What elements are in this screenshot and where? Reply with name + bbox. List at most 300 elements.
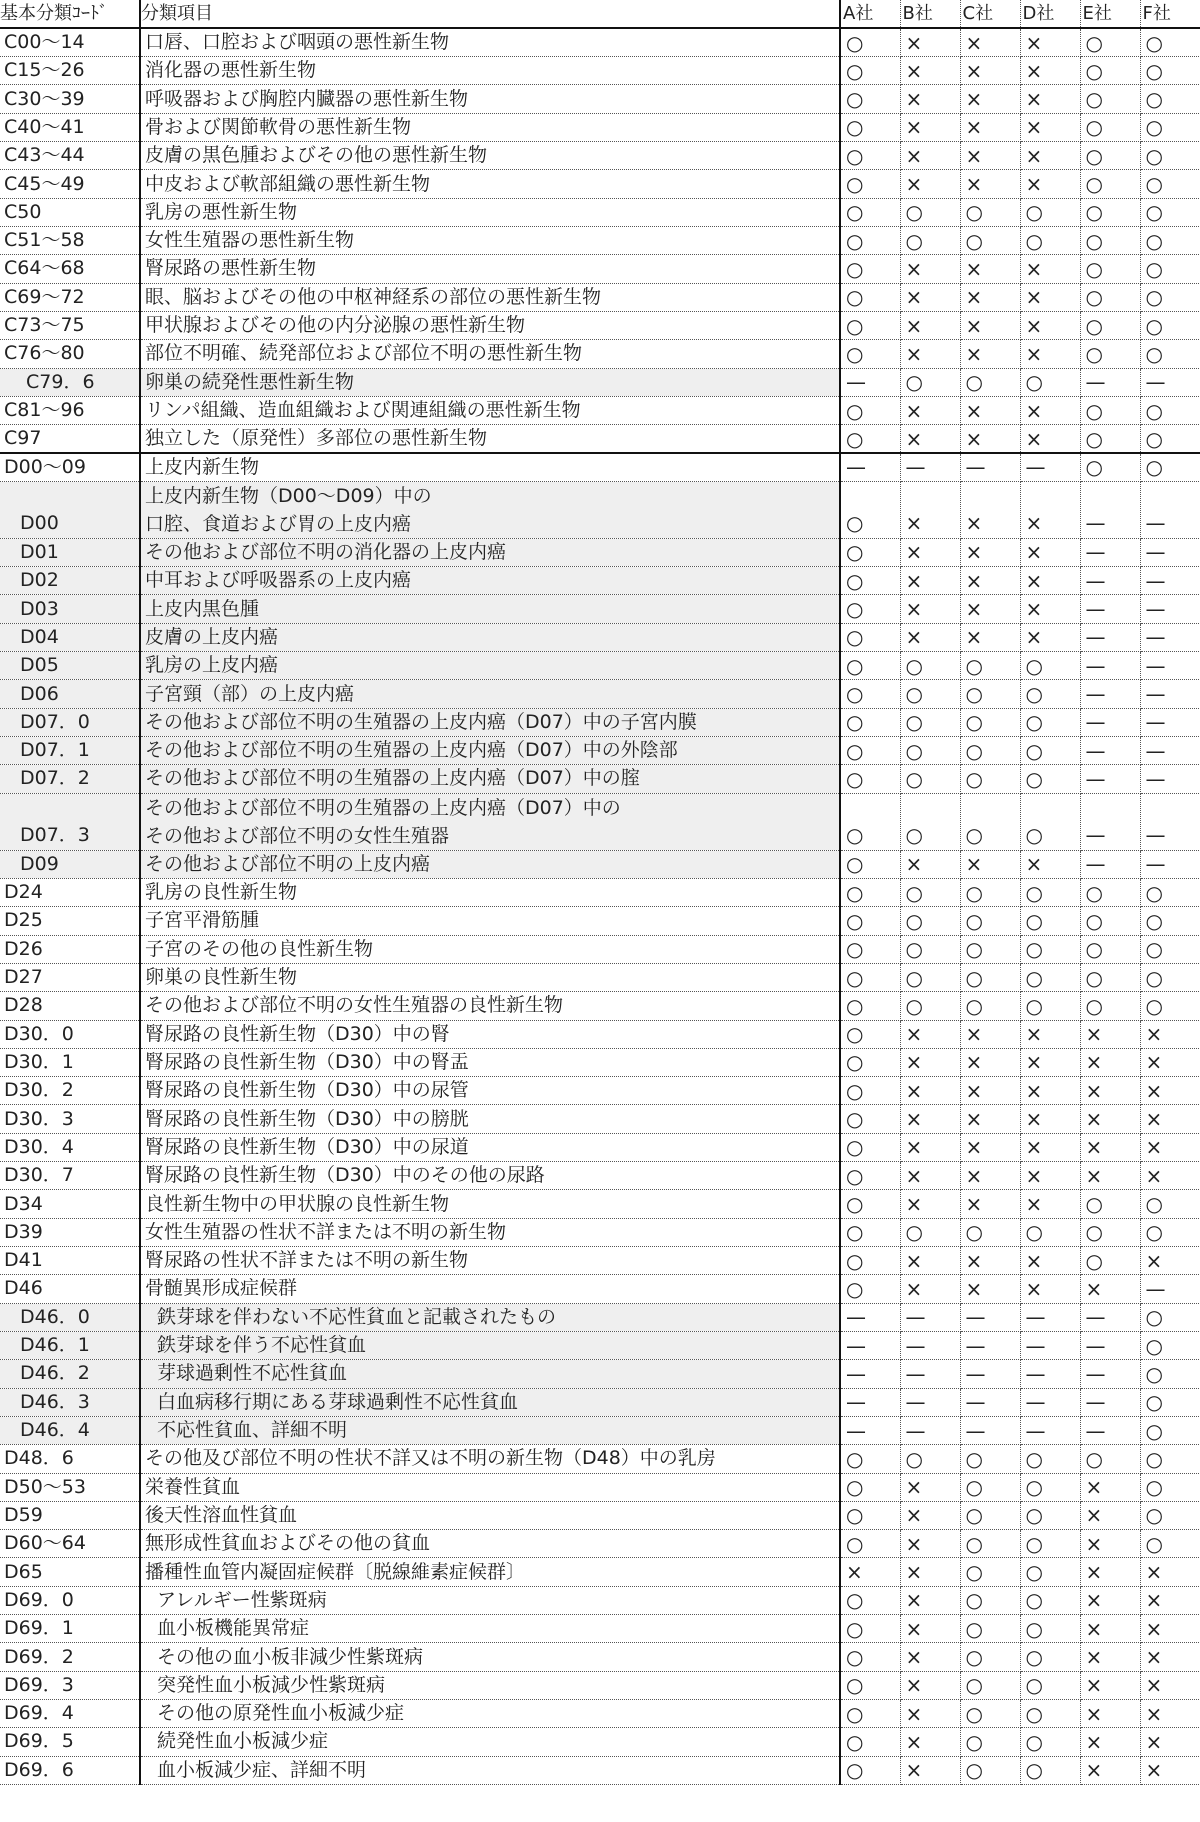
row-item: 播種性血管内凝固症候群〔脱線維素症候群〕 <box>140 1558 840 1586</box>
row-item: 女性生殖器の性状不詳または不明の新生物 <box>140 1218 840 1246</box>
row-item <box>140 793 840 850</box>
row-code: D59 <box>0 1501 140 1529</box>
mark-company-f: ○ <box>1140 198 1200 226</box>
table-row <box>0 963 1200 991</box>
table-row <box>0 57 1200 85</box>
header-company-f: F社 <box>1140 0 1200 28</box>
mark-company-b: ○ <box>900 765 960 793</box>
mark-company-f: ○ <box>1140 1218 1200 1246</box>
mark-company-b: — <box>900 1303 960 1331</box>
row-item: その他および部位不明の生殖器の上皮内癌（D07）中の子宮内膜 <box>140 708 840 736</box>
row-code: C64〜68 <box>0 255 140 283</box>
mark-company-b: × <box>900 1671 960 1699</box>
row-item: 不応性貧血、詳細不明 <box>140 1416 840 1444</box>
mark-company-d: ○ <box>1020 935 1080 963</box>
mark-company-e: × <box>1080 1558 1140 1586</box>
table-row <box>0 1671 1200 1699</box>
mark-company-a: — <box>840 1331 900 1359</box>
mark-company-a: ○ <box>840 1190 900 1218</box>
mark-company-e: × <box>1080 1162 1140 1190</box>
mark-company-e: ○ <box>1080 113 1140 141</box>
table-row <box>0 255 1200 283</box>
mark-company-c: ○ <box>960 652 1020 680</box>
mark-company-d: × <box>1020 1105 1080 1133</box>
table-row <box>0 85 1200 113</box>
mark-company-e: × <box>1080 1133 1140 1161</box>
mark-company-a: ○ <box>840 1048 900 1076</box>
mark-company-a: ○ <box>840 1162 900 1190</box>
mark-company-c: ○ <box>960 368 1020 396</box>
table-row <box>0 1643 1200 1671</box>
row-code: D05 <box>0 652 140 680</box>
mark-company-d: ○ <box>1020 737 1080 765</box>
mark-company-a: ○ <box>840 850 900 878</box>
mark-company-d: ○ <box>1020 907 1080 935</box>
mark-company-a: ○ <box>840 1445 900 1473</box>
mark-company-e: — <box>1080 538 1140 566</box>
table-row <box>0 1105 1200 1133</box>
table-row <box>0 1416 1200 1444</box>
row-item: 無形成性貧血およびその他の貧血 <box>140 1530 840 1558</box>
mark-company-f: ○ <box>1140 28 1200 56</box>
row-item: 子宮頸（部）の上皮内癌 <box>140 680 840 708</box>
table-body <box>0 28 1200 1784</box>
mark-company-d: × <box>1020 113 1080 141</box>
table-row <box>0 907 1200 935</box>
mark-company-a: ○ <box>840 142 900 170</box>
mark-company-b: ○ <box>900 652 960 680</box>
mark-company-e: ○ <box>1080 57 1140 85</box>
mark-company-e: — <box>1080 1360 1140 1388</box>
row-code: D46．1 <box>0 1331 140 1359</box>
mark-company-a: ○ <box>840 1473 900 1501</box>
mark-company-c: × <box>960 1105 1020 1133</box>
mark-company-a: ○ <box>840 1586 900 1614</box>
row-code: D60〜64 <box>0 1530 140 1558</box>
row-code: C40〜41 <box>0 113 140 141</box>
row-code: D06 <box>0 680 140 708</box>
mark-company-b: × <box>900 1020 960 1048</box>
mark-company-f: × <box>1140 1728 1200 1756</box>
row-code: D65 <box>0 1558 140 1586</box>
mark-company-f: ○ <box>1140 907 1200 935</box>
mark-company-b: × <box>900 595 960 623</box>
mark-company-d: ○ <box>1020 198 1080 226</box>
mark-company-f: × <box>1140 1133 1200 1161</box>
mark-company-b: ○ <box>900 992 960 1020</box>
mark-company-d: × <box>1020 1133 1080 1161</box>
mark-company-b: × <box>900 1643 960 1671</box>
mark-company-a: × <box>840 1558 900 1586</box>
mark-company-b: × <box>900 1501 960 1529</box>
mark-company-d: × <box>1020 1162 1080 1190</box>
row-code: C97 <box>0 425 140 453</box>
mark-company-c: ○ <box>960 1700 1020 1728</box>
mark-company-a: ○ <box>840 481 900 538</box>
mark-company-a: ○ <box>840 907 900 935</box>
mark-company-a: ○ <box>840 1020 900 1048</box>
mark-company-f: ○ <box>1140 1303 1200 1331</box>
mark-company-c: × <box>960 1020 1020 1048</box>
row-item: 血小板機能異常症 <box>140 1615 840 1643</box>
mark-company-f: — <box>1140 567 1200 595</box>
mark-company-c: ○ <box>960 708 1020 736</box>
row-item: 中皮および軟部組織の悪性新生物 <box>140 170 840 198</box>
table-row <box>0 368 1200 396</box>
table-row <box>0 1728 1200 1756</box>
mark-company-a: ○ <box>840 170 900 198</box>
mark-company-e: ○ <box>1080 283 1140 311</box>
mark-company-d: ○ <box>1020 878 1080 906</box>
header-code: 基本分類ｺｰﾄﾞ <box>0 0 140 28</box>
row-code: C51〜58 <box>0 227 140 255</box>
mark-company-b: × <box>900 1473 960 1501</box>
mark-company-f: ○ <box>1140 57 1200 85</box>
mark-company-e: ○ <box>1080 340 1140 368</box>
mark-company-d: ○ <box>1020 1530 1080 1558</box>
row-item: 腎尿路の性状不詳または不明の新生物 <box>140 1247 840 1275</box>
row-code: C79．6 <box>0 368 140 396</box>
mark-company-b: — <box>900 453 960 481</box>
mark-company-d: × <box>1020 396 1080 424</box>
mark-company-a: ○ <box>840 425 900 453</box>
mark-company-b: — <box>900 1331 960 1359</box>
mark-company-e: × <box>1080 1643 1140 1671</box>
row-code: D69．3 <box>0 1671 140 1699</box>
mark-company-d: ○ <box>1020 1558 1080 1586</box>
mark-company-d: × <box>1020 57 1080 85</box>
mark-company-b: × <box>900 283 960 311</box>
mark-company-d: — <box>1020 1303 1080 1331</box>
row-code: D27 <box>0 963 140 991</box>
row-item: 鉄芽球を伴う不応性貧血 <box>140 1331 840 1359</box>
table-row <box>0 567 1200 595</box>
mark-company-c: ○ <box>960 963 1020 991</box>
mark-company-c: × <box>960 340 1020 368</box>
mark-company-e: ○ <box>1080 935 1140 963</box>
row-code: D69．6 <box>0 1756 140 1784</box>
row-code: D00 <box>0 481 140 538</box>
mark-company-b: × <box>900 1275 960 1303</box>
mark-company-a: ○ <box>840 1700 900 1728</box>
mark-company-e: — <box>1080 1416 1140 1444</box>
mark-company-b: ○ <box>900 878 960 906</box>
mark-company-c: ○ <box>960 1558 1020 1586</box>
table-row <box>0 1756 1200 1784</box>
row-item: 皮膚の上皮内癌 <box>140 623 840 651</box>
table-row <box>0 1586 1200 1614</box>
mark-company-f: × <box>1140 1558 1200 1586</box>
mark-company-e: ○ <box>1080 227 1140 255</box>
table-row <box>0 28 1200 56</box>
mark-company-d: ○ <box>1020 1586 1080 1614</box>
mark-company-d: — <box>1020 1416 1080 1444</box>
mark-company-d: — <box>1020 1388 1080 1416</box>
mark-company-e: ○ <box>1080 396 1140 424</box>
table-row <box>0 652 1200 680</box>
mark-company-b: × <box>900 255 960 283</box>
row-item: 乳房の良性新生物 <box>140 878 840 906</box>
row-code: C45〜49 <box>0 170 140 198</box>
mark-company-d: × <box>1020 567 1080 595</box>
row-code: D07．3 <box>0 793 140 850</box>
mark-company-d: × <box>1020 255 1080 283</box>
mark-company-a: ○ <box>840 1643 900 1671</box>
mark-company-c: ○ <box>960 227 1020 255</box>
table-row <box>0 283 1200 311</box>
mark-company-f: ○ <box>1140 992 1200 1020</box>
row-code: C69〜72 <box>0 283 140 311</box>
mark-company-a: ○ <box>840 1247 900 1275</box>
row-item: 腎尿路の良性新生物（D30）中の尿道 <box>140 1133 840 1161</box>
mark-company-f: — <box>1140 737 1200 765</box>
row-item: 卵巣の続発性悪性新生物 <box>140 368 840 396</box>
row-item: 中耳および呼吸器系の上皮内癌 <box>140 567 840 595</box>
mark-company-e: × <box>1080 1048 1140 1076</box>
table-row <box>0 425 1200 453</box>
table-row <box>0 1190 1200 1218</box>
table-row <box>0 935 1200 963</box>
row-code: C81〜96 <box>0 396 140 424</box>
mark-company-f: — <box>1140 368 1200 396</box>
row-item: 独立した（原発性）多部位の悪性新生物 <box>140 425 840 453</box>
row-code: D04 <box>0 623 140 651</box>
mark-company-f: ○ <box>1140 113 1200 141</box>
mark-company-c: × <box>960 850 1020 878</box>
row-item-line1: その他および部位不明の生殖器の上皮内癌（D07）中の <box>145 796 621 819</box>
mark-company-c: × <box>960 1190 1020 1218</box>
mark-company-f: × <box>1140 1105 1200 1133</box>
mark-company-d: × <box>1020 538 1080 566</box>
mark-company-d: ○ <box>1020 227 1080 255</box>
mark-company-f: — <box>1140 1275 1200 1303</box>
mark-company-f: ○ <box>1140 1388 1200 1416</box>
mark-company-a: — <box>840 1303 900 1331</box>
mark-company-d: ○ <box>1020 1643 1080 1671</box>
mark-company-d: × <box>1020 311 1080 339</box>
mark-company-a: ○ <box>840 113 900 141</box>
mark-company-b: × <box>900 85 960 113</box>
mark-company-a: ○ <box>840 85 900 113</box>
mark-company-a: ○ <box>840 680 900 708</box>
table-row <box>0 1275 1200 1303</box>
row-item: その他の原発性血小板減少症 <box>140 1700 840 1728</box>
mark-company-b: × <box>900 170 960 198</box>
row-item: 血小板減少症、詳細不明 <box>140 1756 840 1784</box>
mark-company-c: — <box>960 453 1020 481</box>
mark-company-d: × <box>1020 1247 1080 1275</box>
mark-company-e: × <box>1080 1756 1140 1784</box>
mark-company-a: ○ <box>840 992 900 1020</box>
mark-company-e: ○ <box>1080 992 1140 1020</box>
mark-company-f: ○ <box>1140 311 1200 339</box>
mark-company-a: ○ <box>840 227 900 255</box>
mark-company-f: — <box>1140 481 1200 538</box>
mark-company-c: — <box>960 1331 1020 1359</box>
mark-company-b: × <box>900 1105 960 1133</box>
mark-company-b: × <box>900 1190 960 1218</box>
mark-company-f: ○ <box>1140 453 1200 481</box>
mark-company-b: — <box>900 1416 960 1444</box>
row-item: 続発性血小板減少症 <box>140 1728 840 1756</box>
table-row <box>0 481 1200 538</box>
mark-company-b: × <box>900 1586 960 1614</box>
header-company-b: B社 <box>900 0 960 28</box>
table-row <box>0 1388 1200 1416</box>
mark-company-c: × <box>960 57 1020 85</box>
mark-company-c: — <box>960 1416 1020 1444</box>
row-item: 鉄芽球を伴わない不応性貧血と記載されたもの <box>140 1303 840 1331</box>
row-code: D46．4 <box>0 1416 140 1444</box>
mark-company-f: ○ <box>1140 963 1200 991</box>
table-row <box>0 170 1200 198</box>
mark-company-d: × <box>1020 170 1080 198</box>
mark-company-c: ○ <box>960 1671 1020 1699</box>
row-item: その他および部位不明の上皮内癌 <box>140 850 840 878</box>
row-item: 腎尿路の良性新生物（D30）中の膀胱 <box>140 1105 840 1133</box>
mark-company-b: × <box>900 1048 960 1076</box>
mark-company-f: × <box>1140 1756 1200 1784</box>
mark-company-d: × <box>1020 1048 1080 1076</box>
mark-company-b: × <box>900 567 960 595</box>
mark-company-e: × <box>1080 1077 1140 1105</box>
mark-company-c: ○ <box>960 907 1020 935</box>
mark-company-f: — <box>1140 850 1200 878</box>
mark-company-d: ○ <box>1020 1756 1080 1784</box>
row-code: D30．2 <box>0 1077 140 1105</box>
row-code: D07．2 <box>0 765 140 793</box>
mark-company-c: × <box>960 567 1020 595</box>
row-code: D07．0 <box>0 708 140 736</box>
mark-company-f: — <box>1140 623 1200 651</box>
mark-company-b: × <box>900 142 960 170</box>
row-item: その他および部位不明の生殖器の上皮内癌（D07）中の腟 <box>140 765 840 793</box>
row-code: C73〜75 <box>0 311 140 339</box>
mark-company-a: ○ <box>840 1218 900 1246</box>
row-item: 上皮内黒色腫 <box>140 595 840 623</box>
mark-company-c: ○ <box>960 1586 1020 1614</box>
table-row <box>0 142 1200 170</box>
mark-company-c: × <box>960 142 1020 170</box>
mark-company-a: ○ <box>840 652 900 680</box>
mark-company-c: ○ <box>960 765 1020 793</box>
row-code: D46．3 <box>0 1388 140 1416</box>
mark-company-e: — <box>1080 708 1140 736</box>
mark-company-d: × <box>1020 340 1080 368</box>
mark-company-a: ○ <box>840 765 900 793</box>
mark-company-a: — <box>840 1416 900 1444</box>
mark-company-c: ○ <box>960 1501 1020 1529</box>
mark-company-e: — <box>1080 481 1140 538</box>
mark-company-e: — <box>1080 1388 1140 1416</box>
mark-company-b: × <box>900 57 960 85</box>
mark-company-c: ○ <box>960 1615 1020 1643</box>
mark-company-e: ○ <box>1080 1218 1140 1246</box>
mark-company-e: ○ <box>1080 28 1140 56</box>
mark-company-a: ○ <box>840 396 900 424</box>
mark-company-c: × <box>960 538 1020 566</box>
mark-company-b: × <box>900 1530 960 1558</box>
row-item: 白血病移行期にある芽球過剰性不応性貧血 <box>140 1388 840 1416</box>
mark-company-f: × <box>1140 1671 1200 1699</box>
header-company-c: C社 <box>960 0 1020 28</box>
mark-company-f: ○ <box>1140 1501 1200 1529</box>
table-row <box>0 623 1200 651</box>
mark-company-a: ○ <box>840 595 900 623</box>
mark-company-c: × <box>960 170 1020 198</box>
mark-company-d: ○ <box>1020 652 1080 680</box>
mark-company-d: ○ <box>1020 1445 1080 1473</box>
mark-company-d: × <box>1020 142 1080 170</box>
mark-company-c: — <box>960 1388 1020 1416</box>
row-item: 部位不明確、続発部位および部位不明の悪性新生物 <box>140 340 840 368</box>
mark-company-e: — <box>1080 567 1140 595</box>
mark-company-a: ○ <box>840 1671 900 1699</box>
row-code: D69．4 <box>0 1700 140 1728</box>
mark-company-f: ○ <box>1140 1360 1200 1388</box>
mark-company-f: × <box>1140 1700 1200 1728</box>
mark-company-d: ○ <box>1020 708 1080 736</box>
row-item: 腎尿路の良性新生物（D30）中の腎 <box>140 1020 840 1048</box>
mark-company-d: × <box>1020 1020 1080 1048</box>
row-code: D69．1 <box>0 1615 140 1643</box>
row-item: 皮膚の黒色腫およびその他の悪性新生物 <box>140 142 840 170</box>
row-item: 骨および関節軟骨の悪性新生物 <box>140 113 840 141</box>
row-item: 子宮のその他の良性新生物 <box>140 935 840 963</box>
mark-company-f: ○ <box>1140 935 1200 963</box>
mark-company-c: × <box>960 255 1020 283</box>
row-code: D07．1 <box>0 737 140 765</box>
mark-company-c: × <box>960 1247 1020 1275</box>
mark-company-c: ○ <box>960 878 1020 906</box>
mark-company-d: ○ <box>1020 1218 1080 1246</box>
mark-company-f: ○ <box>1140 1416 1200 1444</box>
row-item: 腎尿路の良性新生物（D30）中の尿管 <box>140 1077 840 1105</box>
row-code: D00〜09 <box>0 453 140 481</box>
mark-company-d: ○ <box>1020 1501 1080 1529</box>
row-code: C00〜14 <box>0 28 140 56</box>
row-code: D30．7 <box>0 1162 140 1190</box>
table-row <box>0 1501 1200 1529</box>
row-item: 後天性溶血性貧血 <box>140 1501 840 1529</box>
mark-company-a: ○ <box>840 340 900 368</box>
header-company-d: D社 <box>1020 0 1080 28</box>
table-row <box>0 1615 1200 1643</box>
mark-company-a: ○ <box>840 1133 900 1161</box>
mark-company-b: ○ <box>900 963 960 991</box>
header-row <box>0 0 1200 28</box>
row-code: C15〜26 <box>0 57 140 85</box>
mark-company-f: — <box>1140 793 1200 850</box>
mark-company-d: — <box>1020 1331 1080 1359</box>
mark-company-a: ○ <box>840 935 900 963</box>
mark-company-a: ○ <box>840 1756 900 1784</box>
row-code: C76〜80 <box>0 340 140 368</box>
mark-company-f: × <box>1140 1615 1200 1643</box>
mark-company-b: × <box>900 623 960 651</box>
mark-company-e: — <box>1080 1303 1140 1331</box>
table-row <box>0 113 1200 141</box>
mark-company-c: × <box>960 28 1020 56</box>
header-company-e: E社 <box>1080 0 1140 28</box>
mark-company-e: — <box>1080 368 1140 396</box>
mark-company-c: × <box>960 1048 1020 1076</box>
mark-company-f: — <box>1140 538 1200 566</box>
mark-company-c: × <box>960 1275 1020 1303</box>
mark-company-a: ○ <box>840 1615 900 1643</box>
table-row <box>0 1558 1200 1586</box>
mark-company-e: — <box>1080 623 1140 651</box>
